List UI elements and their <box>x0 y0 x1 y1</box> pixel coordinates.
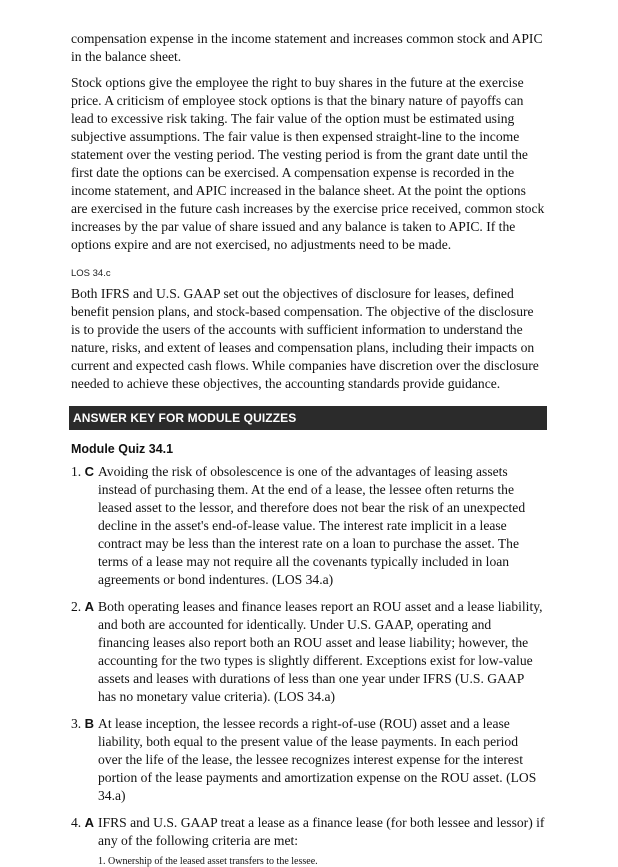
intro-paragraph-2: Stock options give the employee the right to buy shares in the future at the exercise price. A criticism of employee stock options is that the binary nature of payoffs can lead to excessive risk taking. The fair value of the option must be estimated using subjective assumptions. The fair value is then expensed straight-line to the income statement over the vesting period. The vesting period is from the grant date until the first date the options can be exercised. A compensation expense is recorded in the income statement, and APIC increased in the balance sheet. At the point the options are exercised in the future cash increases by the exercise price received, common stock increases by the par value of share issued and any balance is taken to APIC. If the options expire and are not exercised, no adjustments need to be made. <box>71 75 545 252</box>
answer-text: IFRS and U.S. GAAP treat a lease as a finance lease (for both lessee and lessor) if any of the following criteria are met: <box>98 815 545 848</box>
answer-number: 4. A <box>71 815 94 830</box>
answer-letter: B <box>84 716 94 731</box>
answer-text: At lease inception, the lessee records a right-of-use (ROU) asset and a lease liability, both equal to the present value of the lease payments. In each period over the life of the lease, the lessee recognizes interest expense for the interest portion of the lease payments and amortization expense on the ROU asset. (LOS 34.a) <box>98 716 537 803</box>
answer-item <box>71 598 545 706</box>
answer-item <box>71 814 545 850</box>
answer-text: Avoiding the risk of obsolescence is one of the advantages of leasing assets instead of purchasing them. At the end of a lease, the lessee often returns the leased asset to the lessor, and therefore does not bear the risk of an unexpected decline in the asset's end-of-lease value. The interest rate implicit in a lease contract may be less than the interest rate on a loan to purchase the asset. The terms of a lease may not require all the covenants typically included in loan agreements or bond indentures. (LOS 34.a) <box>98 464 526 587</box>
los-label: LOS 34.c <box>71 268 111 279</box>
answer-letter: C <box>84 464 94 479</box>
answer-key-banner: ANSWER KEY FOR MODULE QUIZZES <box>69 406 547 430</box>
answer-item <box>71 715 545 805</box>
intro-paragraph-1: compensation expense in the income statement and increases common stock and APIC in the balance sheet. <box>71 31 543 64</box>
answer-text: Both operating leases and finance leases report an ROU asset and a lease liability, and both are accounted for identically. Under U.S. GAAP, operating and financing leases also report both an ROU asset and lease liability; however, the accounting for the two types is slightly different. Exceptions exist for low-value assets and leases with durations of less than one year under IFRS (U.S. GAAP has no monetary value criteria). (LOS 34.a) <box>98 599 543 704</box>
answer-number: 1. C <box>71 464 94 479</box>
answer-item <box>71 463 545 589</box>
los-paragraph: Both IFRS and U.S. GAAP set out the objectives of disclosure for leases, defined benefit pension plans, and stock-based compensation. The objective of the disclosure is to provide the users of the accounts with sufficient information to understand the nature, risks, and extent of leases and compensation plans, including their impacts on current and expected cash flows. While companies have discretion over the disclosure needed to achieve these objectives, the accounting standards provide guidance. <box>71 286 539 391</box>
answer-number: 3. B <box>71 716 94 731</box>
answer-letter: A <box>84 599 94 614</box>
answer-number: 2. A <box>71 599 94 614</box>
quiz-title: Module Quiz 34.1 <box>71 442 174 456</box>
answer-letter: A <box>84 815 94 830</box>
criteria-sub-item: 1. Ownership of the leased asset transfers to the lessee. <box>98 856 318 867</box>
